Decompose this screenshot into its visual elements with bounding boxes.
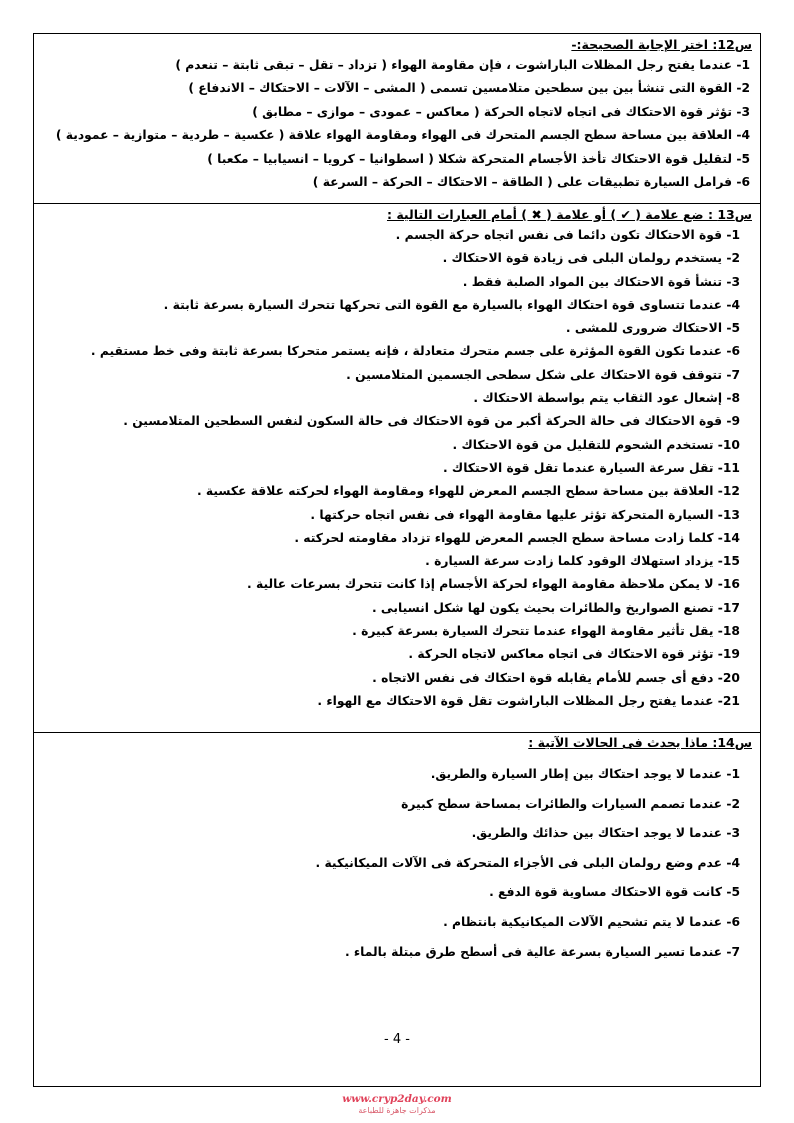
q14-item: 2- عندما تصمم السيارات والطائرات بمساحة سطح كبيرة <box>401 796 740 811</box>
q12-item: 2- القوة التى تنشأ بين بين سطحين متلامسين تسمى ( المشى – الآلات – الاحتكاك – الاندفاع ) <box>188 81 750 96</box>
question-12-section <box>34 36 760 203</box>
q13-item: 2- يستخدم رولمان البلى فى زيادة قوة الاحتكاك . <box>442 251 740 266</box>
q13-item: 15- يزداد استهلاك الوقود كلما زادت سرعة السيارة . <box>425 554 740 569</box>
section-divider <box>34 732 760 733</box>
q13-item: 8- إشعال عود الثقاب يتم بواسطة الاحتكاك . <box>473 391 740 406</box>
question-14-section <box>34 734 760 1074</box>
q13-item: 5- الاحتكاك ضرورى للمشى . <box>565 321 740 336</box>
q14-item: 4- عدم وضع رولمان البلى فى الأجزاء المتحركة فى الآلات الميكانيكية . <box>315 855 740 870</box>
section-divider <box>34 203 760 204</box>
q13-item: 6- عندما تكون القوة المؤثرة على جسم متحرك متعادلة ، فإنه يستمر متحركا بسرعة ثابتة وفى خط مستقيم . <box>90 344 740 359</box>
footer-site-link[interactable]: www.cryp2day.com <box>342 1093 452 1105</box>
question-12-title: س12: اختر الإجابة الصحيحة:- <box>571 37 752 52</box>
page-frame <box>33 33 761 1087</box>
q14-item: 7- عندما تسير السيارة بسرعة عالية فى أسطح طرق مبتلة بالماء . <box>344 944 740 959</box>
question-14-title: س14: ماذا يحدث فى الحالات الآتية : <box>528 735 752 750</box>
q12-item: 3- تؤثر قوة الاحتكاك فى اتجاه لاتجاه الحركة ( معاكس – عمودى – موازى – مطابق ) <box>252 104 750 119</box>
q13-item: 10- تستخدم الشحوم للتقليل من قوة الاحتكاك . <box>452 437 740 452</box>
q13-item: 14- كلما زادت مساحة سطح الجسم المعرض للهواء تزداد مقاومته لحركته . <box>294 530 740 545</box>
footer-tagline: مذكرات جاهزة للطباعة <box>358 1106 436 1115</box>
q13-item: 17- تصنع الصواريخ والطائرات بحيث يكون لها شكل انسيابى . <box>371 600 740 615</box>
q13-item: 4- عندما تتساوى قوة احتكاك الهواء بالسيارة مع القوة التى تحركها تتحرك السيارة بسرعة ثابتة . <box>163 297 740 312</box>
q12-item: 6- فرامل السيارة تطبيقات على ( الطاقة – الاحتكاك – الحركة – السرعة ) <box>312 174 750 189</box>
q13-item: 13- السيارة المتحركة تؤثر عليها مقاومة الهواء فى نفس اتجاه حركتها . <box>310 507 740 522</box>
q13-item: 18- يقل تأثير مقاومة الهواء عندما تتحرك السيارة بسرعة كبيرة . <box>352 624 740 639</box>
q13-item: 12- العلاقة بين مساحة سطح الجسم المعرض للهواء ومقاومة الهواء لحركته علاقة عكسية . <box>196 484 740 499</box>
q13-item: 7- تتوقف قوة الاحتكاك على شكل سطحى الجسمين المتلامسين . <box>346 367 740 382</box>
q12-item: 1- عندما يفتح رجل المظلات الباراشوت ، فإن مقاومة الهواء ( تزداد – تقل – تبقى ثابتة – تنعدم ) <box>175 58 750 72</box>
q14-item: 5- كانت قوة الاحتكاك مساوية قوة الدفع . <box>489 885 740 900</box>
q13-item: 21- عندما يفتح رجل المظلات الباراشوت تقل قوة الاحتكاك مع الهواء . <box>317 693 740 708</box>
q13-item: 1- قوة الاحتكاك تكون دائما فى نفس اتجاه حركة الجسم . <box>395 228 740 242</box>
q12-item: 4- العلاقة بين مساحة سطح الجسم المتحرك فى الهواء ومقاومة الهواء علاقة ( عكسية – طردية – متوازية – عمودية ) <box>55 128 750 143</box>
page-number: - 4 - <box>384 1032 410 1047</box>
question-13-title: س13 : ضع علامة ( ✔ ) أو علامة ( ✖ ) أمام العبارات التالية : <box>386 207 752 222</box>
q12-item: 5- لتقليل قوة الاحتكاك تأخذ الأجسام المتحركة شكلا ( اسطوانيا – كرويا – انسيابيا – مكعبا ) <box>207 151 750 166</box>
q13-item: 9- قوة الاحتكاك فى حالة الحركة أكبر من قوة الاحتكاك فى حالة السكون لنفس السطحين المتلامسين . <box>123 414 740 429</box>
q13-item: 3- تنشأ قوة الاحتكاك بين المواد الصلبة فقط . <box>462 274 740 289</box>
q14-item: 6- عندما لا يتم تشحيم الآلات الميكانيكية بانتظام . <box>443 914 740 929</box>
q13-item: 11- تقل سرعة السيارة عندما تقل قوة الاحتكاك . <box>442 460 740 475</box>
q13-item: 19- تؤثر قوة الاحتكاك فى اتجاه معاكس لاتجاه الحركة . <box>408 647 740 662</box>
q13-item: 16- لا يمكن ملاحظة مقاومة الهواء لحركة الأجسام إذا كانت تتحرك بسرعات عالية . <box>247 577 740 592</box>
q14-item: 3- عندما لا يوجد احتكاك بين حذائك والطريق. <box>471 826 740 841</box>
q14-item: 1- عندما لا يوجد احتكاك بين إطار السيارة والطريق. <box>430 767 740 781</box>
question-13-section <box>34 206 760 730</box>
footer-watermark <box>0 1093 794 1115</box>
q13-item: 20- دفع أى جسم للأمام يقابله قوة احتكاك فى نفس الاتجاه . <box>372 670 740 685</box>
